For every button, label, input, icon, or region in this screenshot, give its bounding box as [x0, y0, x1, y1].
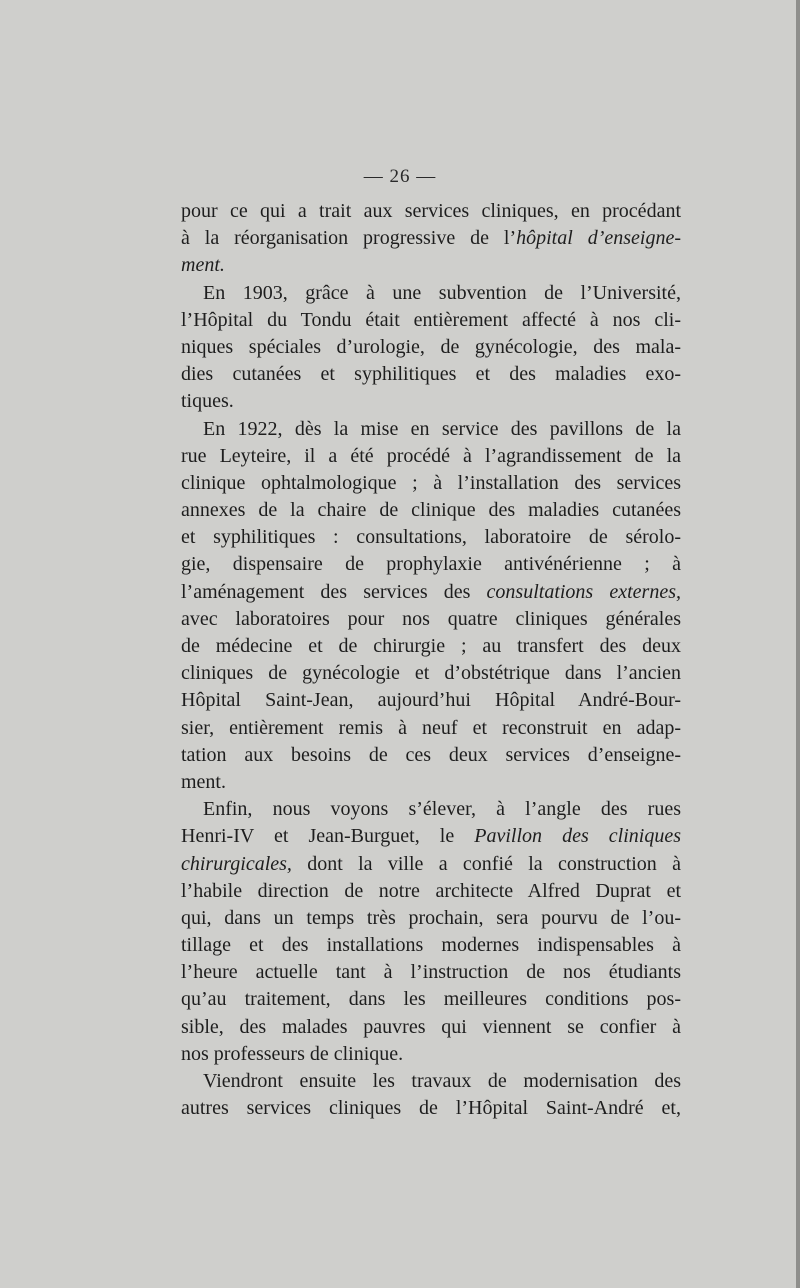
text-line: qui, dans un temps très prochain, sera pourvu de l’ou-: [181, 906, 681, 929]
text-line: [181, 579, 681, 606]
text-line: [181, 823, 681, 850]
text-line: En 1922, dès la mise en service des pavillons de la: [203, 417, 681, 440]
text-line: ment.: [181, 770, 226, 793]
text-line: autres services cliniques de l’Hôpital Saint-André et,: [181, 1097, 681, 1120]
text-line: rue Leyteire, il a été procédé à l’agrandissement de la: [181, 444, 681, 467]
text-line: gie, dispensaire de prophylaxie antivénérienne ; à: [181, 553, 681, 576]
text-line: de médecine et de chirurgie ; au transfert des deux: [181, 635, 681, 657]
text-line: tillage et des installations modernes indispensables à: [181, 934, 681, 957]
text-line: tation aux besoins de ces deux services d’enseigne-: [181, 743, 681, 766]
text-line: et syphilitiques : consultations, laboratoire de sérolo-: [181, 526, 681, 549]
text-line: Viendront ensuite les travaux de modernisation des: [203, 1070, 681, 1092]
text-line: Hôpital Saint-Jean, aujourd’hui Hôpital André-Bour-: [181, 689, 681, 712]
text-line: En 1903, grâce à une subvention de l’Université,: [203, 281, 681, 304]
text-line: [181, 252, 681, 279]
text-line: qu’au traitement, dans les meilleures conditions pos-: [181, 988, 681, 1011]
italic-text: hôpital d’enseigne-: [516, 227, 681, 250]
text-line: annexes de la chaire de clinique des maladies cutanées: [181, 499, 681, 522]
text-line: pour ce qui a trait aux services cliniques, en procédant: [181, 200, 681, 222]
italic-text: chirurgicales,: [181, 852, 292, 875]
text-line: sible, des malades pauvres qui viennent se confier à: [181, 1015, 681, 1038]
text-segment: dont la ville a confié la construction à: [291, 852, 681, 875]
text-line: l’Hôpital du Tondu était entièrement affecté à nos cli-: [181, 308, 681, 331]
text-segment: l’aménagement des services des: [181, 580, 487, 603]
body-text: [181, 198, 681, 1122]
text-line: cliniques de gynécologie et d’obstétrique dans l’ancien: [181, 662, 681, 685]
text-line: Enfin, nous voyons s’élever, à l’angle des rues: [203, 798, 681, 821]
text-line: dies cutanées et syphilitiques et des maladies exo-: [181, 363, 681, 386]
text-line: clinique ophtalmologique ; à l’installation des services: [181, 471, 681, 494]
text-line: [181, 851, 681, 878]
italic-text: ment.: [181, 254, 225, 277]
text-line: tiques.: [181, 390, 234, 413]
text-segment: Henri-IV et Jean-Burguet, le: [181, 825, 475, 848]
page-edge-shadow: [796, 0, 800, 1288]
text-line: avec laboratoires pour nos quatre cliniques générales: [181, 607, 681, 630]
text-line: l’habile direction de notre architecte Alfred Duprat et: [181, 879, 681, 902]
text-line: niques spéciales d’urologie, de gynécologie, des mala-: [181, 335, 681, 358]
text-line: [181, 225, 681, 252]
text-line: l’heure actuelle tant à l’instruction de nos étudiants: [181, 961, 681, 984]
text-line: sier, entièrement remis à neuf et reconstruit en adap-: [181, 716, 681, 739]
italic-text: consultations externes,: [486, 580, 681, 603]
text-line: nos professeurs de clinique.: [181, 1042, 404, 1065]
italic-text: Pavillon des cliniques: [474, 825, 681, 848]
text-segment: à la réorganisation progressive de l’: [181, 227, 517, 250]
page-number: — 26 —: [363, 166, 437, 187]
